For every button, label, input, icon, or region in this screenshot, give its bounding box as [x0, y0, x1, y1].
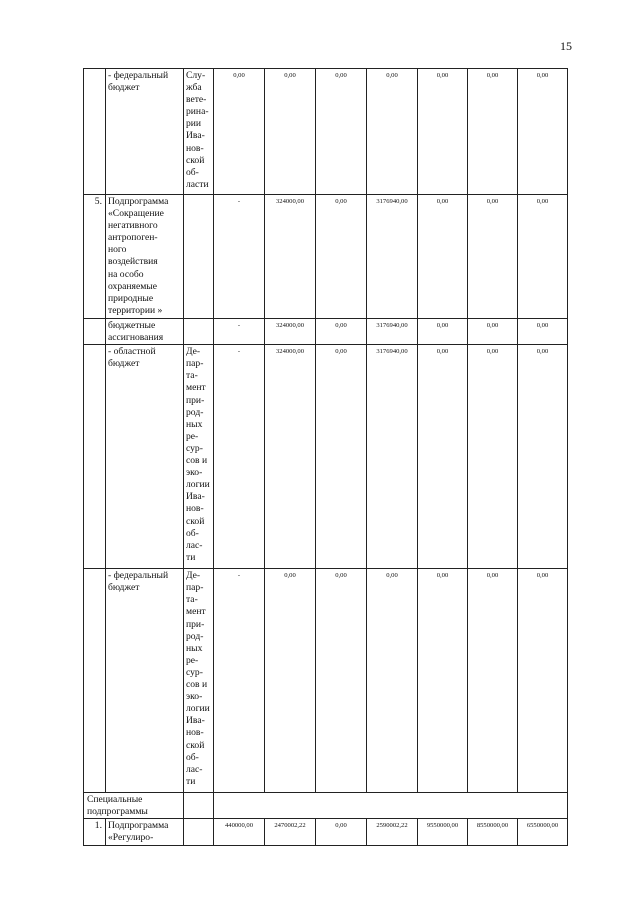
- empty-cell: [184, 793, 214, 819]
- cell-line: Ива-: [186, 715, 205, 727]
- cell-line: об-: [186, 751, 199, 763]
- value-cell: 3176940,00: [367, 345, 418, 569]
- value-cell: 0,00: [468, 319, 518, 345]
- cell-line: ного: [108, 244, 127, 256]
- cell-line: логии: [186, 703, 210, 715]
- value-cell: 2470002,22: [265, 819, 316, 845]
- row-name-cell: [106, 319, 184, 345]
- table-row: [84, 345, 568, 569]
- cell-line: ных: [186, 418, 203, 430]
- value-cell: -: [214, 345, 265, 569]
- cell-line: лас-: [186, 539, 203, 551]
- table-row: [84, 195, 568, 319]
- cell-line: эко-: [186, 691, 203, 703]
- value-cell: 0,00: [518, 195, 568, 319]
- value-cell: 0,00: [468, 69, 518, 195]
- cell-line: Специальные: [87, 794, 143, 806]
- cell-line: вете-: [186, 94, 207, 106]
- cell-line: ской: [186, 515, 205, 527]
- cell-line: Де-: [186, 346, 201, 358]
- cell-line: негативного: [108, 220, 158, 232]
- value-cell: 3176940,00: [367, 195, 418, 319]
- row-index-cell: [84, 345, 106, 569]
- cell-line: охраняемые: [108, 280, 157, 292]
- cell-line: ре-: [186, 654, 199, 666]
- cell-line: Подпрограмма: [108, 820, 169, 832]
- value-cell: 0,00: [418, 569, 468, 793]
- value-cell: -: [214, 319, 265, 345]
- row-index-cell: [84, 569, 106, 793]
- value-cell: 0,00: [418, 69, 468, 195]
- cell-line: при-: [186, 394, 205, 406]
- value-cell: 324000,00: [265, 195, 316, 319]
- budget-table: [83, 68, 568, 846]
- cell-line: подпрограммы: [87, 806, 148, 818]
- value-cell: 0,00: [468, 569, 518, 793]
- cell-line: на особо: [108, 268, 144, 280]
- cell-line: сов и: [186, 679, 208, 691]
- value-cell: 0,00: [316, 819, 367, 845]
- value-cell: 0,00: [316, 345, 367, 569]
- cell-line: ре-: [186, 430, 199, 442]
- value-cell: 6550000,00: [518, 819, 568, 845]
- cell-line: ных: [186, 642, 203, 654]
- value-cell: 0,00: [265, 569, 316, 793]
- value-cell: 0,00: [418, 195, 468, 319]
- table-row: [84, 819, 568, 845]
- table-row: [84, 319, 568, 345]
- table-row: [84, 569, 568, 793]
- value-cell: 0,00: [316, 69, 367, 195]
- row-index-cell: 5.: [84, 195, 106, 319]
- row-name-cell: [106, 345, 184, 569]
- cell-line: Ива-: [186, 491, 205, 503]
- cell-line: территории »: [108, 304, 163, 316]
- table-row: [84, 69, 568, 195]
- value-cell: -: [214, 195, 265, 319]
- value-cell: 3176940,00: [367, 319, 418, 345]
- cell-line: жба: [186, 82, 202, 94]
- cell-line: об-: [186, 166, 199, 178]
- value-cell: 0,00: [367, 569, 418, 793]
- value-cell: 2590002,22: [367, 819, 418, 845]
- cell-line: пар-: [186, 358, 204, 370]
- row-name-cell: [106, 69, 184, 195]
- value-cell: 0,00: [418, 319, 468, 345]
- value-cell: 0,00: [518, 69, 568, 195]
- cell-line: «Регулиро-: [108, 832, 154, 844]
- section-header-cell: [84, 793, 184, 819]
- cell-line: ской: [186, 739, 205, 751]
- cell-line: мент: [186, 606, 206, 618]
- row-executor-cell: [184, 195, 214, 319]
- cell-line: сов и: [186, 455, 208, 467]
- row-name-cell: [106, 819, 184, 845]
- row-executor-cell: [184, 819, 214, 845]
- value-cell: 440000,00: [214, 819, 265, 845]
- cell-line: Подпрограмма: [108, 196, 169, 207]
- cell-line: бюджет: [108, 358, 140, 370]
- value-cell: 0,00: [518, 569, 568, 793]
- cell-line: бюджет: [108, 582, 140, 594]
- value-cell: 0,00: [418, 345, 468, 569]
- value-cell: 0,00: [316, 195, 367, 319]
- row-index-cell: [84, 69, 106, 195]
- cell-line: пар-: [186, 582, 204, 594]
- cell-line: сур-: [186, 442, 203, 454]
- cell-line: Де-: [186, 570, 201, 582]
- cell-line: та-: [186, 594, 198, 606]
- value-cell: 0,00: [367, 69, 418, 195]
- cell-line: сур-: [186, 666, 203, 678]
- row-executor-cell: [184, 345, 214, 569]
- row-executor-cell: [184, 319, 214, 345]
- value-cell: 9550000,00: [418, 819, 468, 845]
- cell-line: «Сокращение: [108, 208, 164, 220]
- row-name-cell: [106, 569, 184, 793]
- page-number: 15: [560, 39, 572, 53]
- cell-line: антропоген-: [108, 232, 158, 244]
- cell-line: лас-: [186, 763, 203, 775]
- cell-line: Слу-: [186, 70, 206, 81]
- cell-line: - федеральный: [108, 70, 169, 81]
- value-cell: 0,00: [265, 69, 316, 195]
- section-header-row: [84, 793, 568, 819]
- row-index-cell: [84, 319, 106, 345]
- value-cell: -: [214, 569, 265, 793]
- cell-line: род-: [186, 406, 204, 418]
- cell-line: нов-: [186, 142, 204, 154]
- empty-cell: [214, 793, 568, 819]
- value-cell: 324000,00: [265, 345, 316, 569]
- row-executor-cell: [184, 69, 214, 195]
- cell-line: об-: [186, 527, 199, 539]
- cell-line: ласти: [186, 178, 209, 190]
- cell-line: бюджет: [108, 82, 140, 94]
- cell-line: природные: [108, 292, 154, 304]
- value-cell: 0,00: [518, 345, 568, 569]
- cell-line: ассигнования: [108, 332, 164, 344]
- cell-line: - федеральный: [108, 570, 169, 582]
- cell-line: Ива-: [186, 130, 205, 142]
- row-index-cell: 1.: [84, 819, 106, 845]
- value-cell: 0,00: [316, 569, 367, 793]
- cell-line: логии: [186, 479, 210, 491]
- cell-line: ти: [186, 775, 196, 787]
- cell-line: при-: [186, 618, 205, 630]
- cell-line: ской: [186, 154, 205, 166]
- value-cell: 0,00: [468, 345, 518, 569]
- cell-line: ти: [186, 551, 196, 563]
- cell-line: эко-: [186, 467, 203, 479]
- cell-line: мент: [186, 382, 206, 394]
- cell-line: воздействия: [108, 256, 158, 268]
- value-cell: 0,00: [468, 195, 518, 319]
- cell-line: нов-: [186, 727, 204, 739]
- row-executor-cell: [184, 569, 214, 793]
- value-cell: 8550000,00: [468, 819, 518, 845]
- cell-line: - областной: [108, 346, 156, 358]
- value-cell: 324000,00: [265, 319, 316, 345]
- cell-line: рии: [186, 118, 202, 130]
- value-cell: 0,00: [316, 319, 367, 345]
- cell-line: рина-: [186, 106, 209, 118]
- cell-line: род-: [186, 630, 204, 642]
- cell-line: бюджетные: [108, 320, 156, 331]
- cell-line: нов-: [186, 503, 204, 515]
- cell-line: та-: [186, 370, 198, 382]
- value-cell: 0,00: [214, 69, 265, 195]
- row-name-cell: [106, 195, 184, 319]
- value-cell: 0,00: [518, 319, 568, 345]
